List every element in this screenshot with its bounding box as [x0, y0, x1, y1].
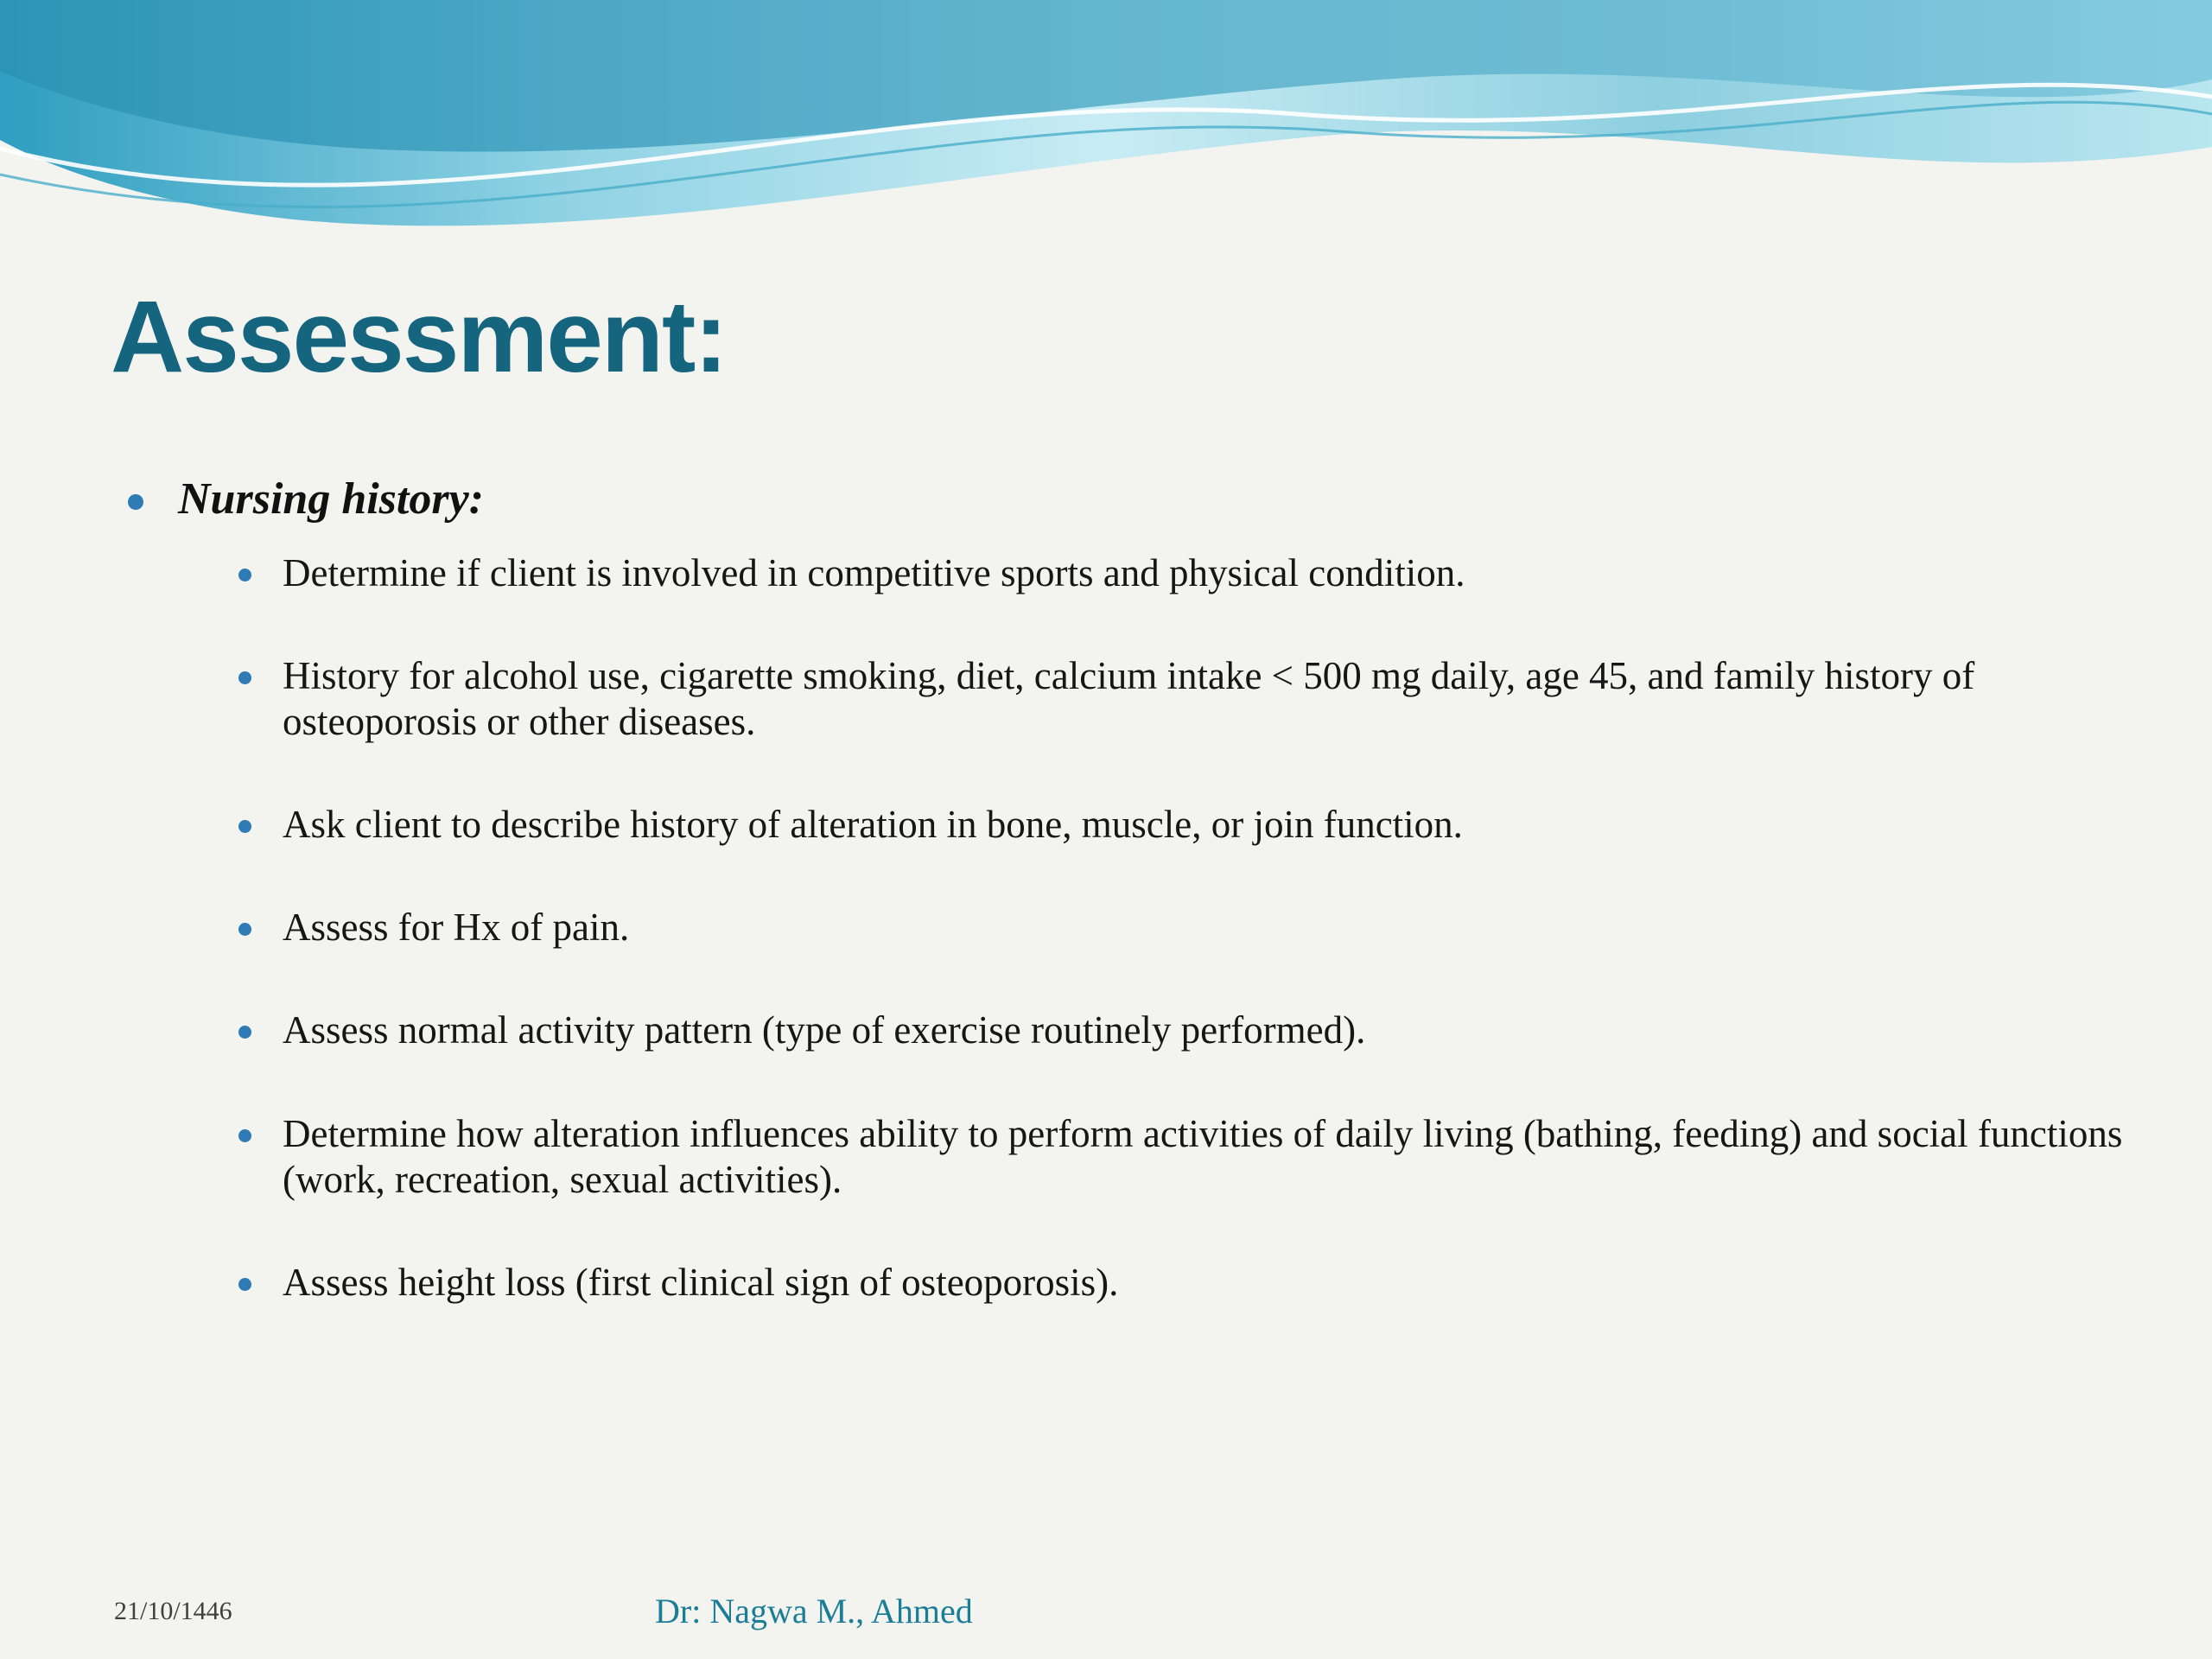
list-item	[238, 802, 2141, 848]
bullet-marker	[238, 1026, 251, 1039]
bullet-marker	[238, 1129, 251, 1142]
section-heading: Nursing history:	[178, 474, 484, 524]
list-item	[238, 1007, 2141, 1053]
bullet-marker	[238, 1278, 251, 1291]
bullet-text: Determine if client is involved in competitive sports and physical condition.	[283, 551, 1465, 594]
bullet-text: Assess height loss (first clinical sign of osteoporosis).	[283, 1260, 1119, 1304]
bullet-marker	[238, 671, 251, 684]
list-item	[238, 1260, 2141, 1306]
bullet-list	[238, 550, 2141, 1306]
list-item	[238, 905, 2141, 950]
bullet-marker	[238, 923, 251, 936]
page-title: Assessment:	[111, 280, 727, 394]
list-item	[238, 550, 2141, 596]
bullet-marker	[238, 820, 251, 833]
list-item	[238, 653, 2141, 745]
wave-swoosh-graphic	[0, 0, 2212, 285]
footer-author: Dr: Nagwa M., Ahmed	[655, 1592, 973, 1630]
footer-date: 21/10/1446	[114, 1597, 232, 1625]
wave-decoration	[0, 0, 2212, 285]
list-item	[238, 1111, 2141, 1203]
bullet-text: Determine how alteration influences ability to perform activities of daily living (bathing, feeding) and social functions (work, recreation, sexual activities).	[283, 1111, 2123, 1201]
slide-body	[128, 474, 2141, 1363]
section-heading-row	[128, 474, 2141, 524]
bullet-marker	[128, 494, 143, 510]
bullet-marker	[238, 569, 251, 582]
bullet-text: Ask client to describe history of alteration in bone, muscle, or join function.	[283, 803, 1463, 847]
bullet-text: Assess for Hx of pain.	[283, 906, 630, 950]
bullet-text: Assess normal activity pattern (type of exercise routinely performed).	[283, 1008, 1366, 1052]
bullet-text: History for alcohol use, cigarette smoking, diet, calcium intake < 500 mg daily, age 45, and family history of osteoporosis or other diseases.	[283, 654, 1975, 744]
